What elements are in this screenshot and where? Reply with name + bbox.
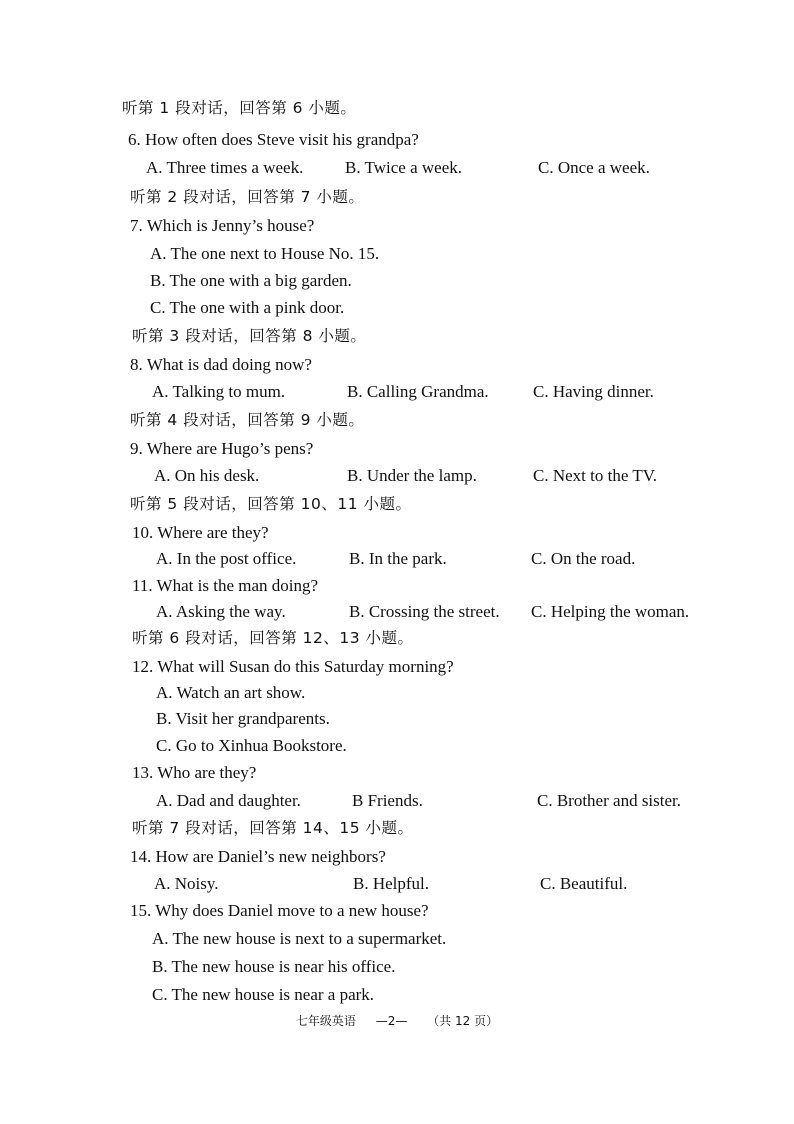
question-stem: 7. Which is Jenny’s house?: [130, 216, 315, 235]
question-stem: 9. Where are Hugo’s pens?: [130, 439, 314, 458]
option-a: A. Three times a week.: [146, 158, 304, 177]
option-b: B Friends.: [352, 791, 423, 810]
option-c: C. Having dinner.: [533, 382, 654, 401]
section-instruction: 听第 7 段对话，回答第 14、15 小题。: [132, 819, 414, 837]
section-instruction: 听第 6 段对话，回答第 12、13 小题。: [132, 629, 414, 647]
footer-total-pages: （共 12 页）: [427, 1014, 499, 1028]
option-c: C. Helping the woman.: [531, 602, 690, 621]
option-a: A. The new house is next to a supermarket.: [152, 929, 447, 948]
question-stem: 8. What is dad doing now?: [130, 355, 312, 374]
section-instruction: 听第 1 段对话，回答第 6 小题。: [122, 99, 357, 117]
option-a: A. Noisy.: [154, 874, 219, 893]
option-b: B. The one with a big garden.: [150, 271, 352, 290]
option-c: C. The one with a pink door.: [150, 298, 345, 317]
section-instruction: 听第 3 段对话，回答第 8 小题。: [132, 327, 367, 345]
option-c: C. Next to the TV.: [533, 466, 658, 485]
option-a: A. Talking to mum.: [152, 382, 286, 401]
option-b: B. Helpful.: [353, 874, 430, 893]
section-instruction: 听第 2 段对话，回答第 7 小题。: [130, 188, 365, 206]
option-c: C. Go to Xinhua Bookstore.: [156, 736, 347, 755]
option-c: C. The new house is near a park.: [152, 985, 375, 1004]
option-a: A. The one next to House No. 15.: [150, 244, 380, 263]
option-c: C. On the road.: [531, 549, 636, 568]
question-stem: 13. Who are they?: [132, 763, 257, 782]
section-instruction: 听第 4 段对话，回答第 9 小题。: [130, 411, 365, 429]
page-footer: [0, 1012, 794, 1029]
question-stem: 10. Where are they?: [132, 523, 269, 542]
option-a: A. Dad and daughter.: [156, 791, 301, 810]
footer-page-number: —2—: [375, 1014, 408, 1028]
option-b: B. The new house is near his office.: [152, 957, 396, 976]
question-stem: 11. What is the man doing?: [132, 576, 319, 595]
question-stem: 14. How are Daniel’s new neighbors?: [130, 847, 386, 866]
question-stem: 6. How often does Steve visit his grandpa?: [128, 130, 419, 149]
option-c: C. Brother and sister.: [537, 791, 682, 810]
option-b: B. Crossing the street.: [349, 602, 500, 621]
option-a: A. Asking the way.: [156, 602, 286, 621]
option-b: B. Twice a week.: [345, 158, 462, 177]
question-stem: 15. Why does Daniel move to a new house?: [130, 901, 429, 920]
option-b: B. Visit her grandparents.: [156, 709, 330, 728]
option-a: A. On his desk.: [154, 466, 260, 485]
option-c: C. Beautiful.: [540, 874, 628, 893]
option-b: B. In the park.: [349, 549, 447, 568]
question-stem: 12. What will Susan do this Saturday morning?: [132, 657, 454, 676]
option-a: A. In the post office.: [156, 549, 297, 568]
option-b: B. Under the lamp.: [347, 466, 477, 485]
footer-subject: 七年级英语: [295, 1014, 356, 1028]
option-a: A. Watch an art show.: [156, 683, 306, 702]
section-instruction: 听第 5 段对话，回答第 10、11 小题。: [130, 495, 412, 513]
option-b: B. Calling Grandma.: [347, 382, 489, 401]
option-c: C. Once a week.: [538, 158, 650, 177]
